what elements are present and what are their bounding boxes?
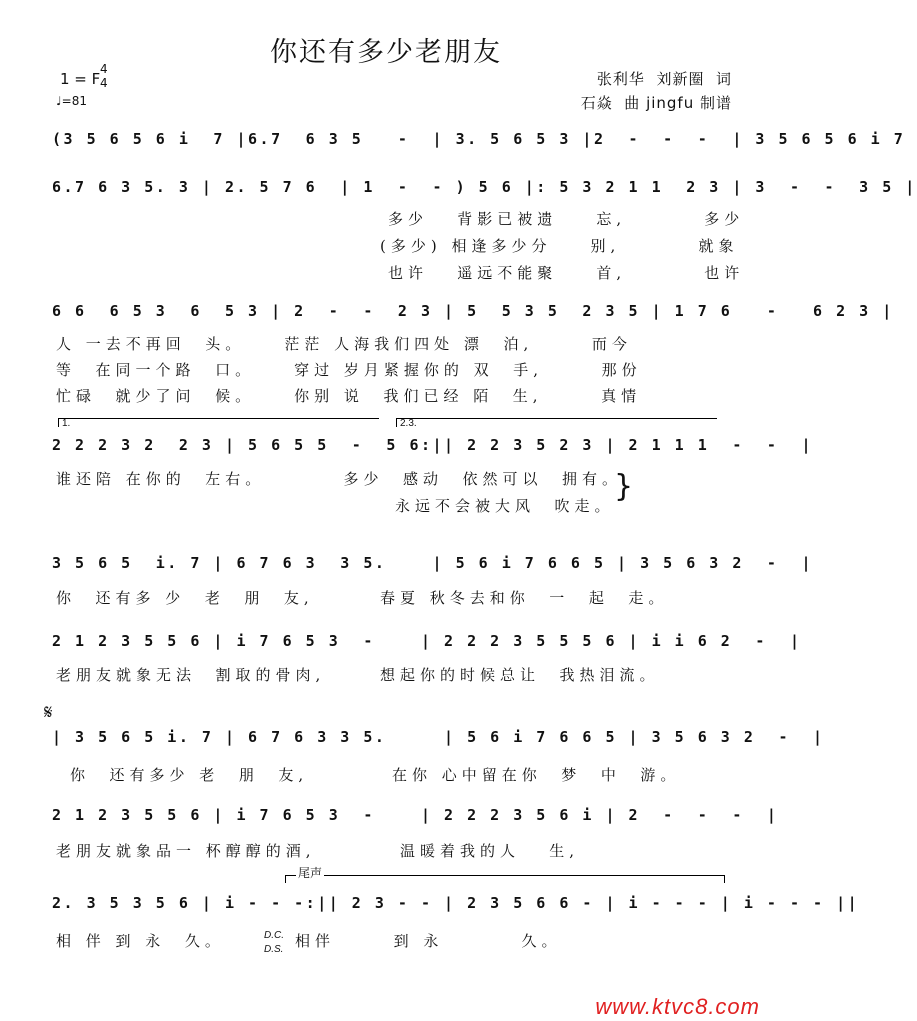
notation-row-8: 2 1 2 3 5 5 6 | i 7 6 5 3 - | 2 2 2 3 5 6 i | 2 - - - | bbox=[52, 806, 779, 824]
ds-marking: D.S. bbox=[264, 944, 284, 955]
coda-line bbox=[285, 875, 725, 876]
notation-row-3: 6 6 6 5 3 6 5 3 | 2 - - 2 3 | 5 5 3 5 2 3 5 | 1 7 6 - 6 2 3 | bbox=[52, 302, 894, 320]
lyric-row-3b: 等 在同一个路 口。 穿过 岁月紧握你的 双 手, 那份 bbox=[56, 361, 642, 379]
lyric-row-7-right: 在你 心中留在你 梦 中 游。 bbox=[392, 766, 681, 784]
lyric-row-2c: 也许 遥远不能聚 首, 也许 bbox=[388, 264, 745, 282]
second-ending-bracket bbox=[396, 418, 717, 427]
first-ending-label: 1. bbox=[62, 418, 71, 429]
lyric-row-5: 你 还有多 少 老 朋 友, bbox=[56, 589, 314, 607]
verse-brace: } bbox=[614, 469, 634, 504]
notation-row-2: 6.7 6 3 5. 3 | 2. 5 7 6 | 1 - - ) 5 6 |: 5 3 2 1 1 2 3 | 3 - - 3 5 | bbox=[52, 178, 917, 196]
notation-row-9: 2. 3 5 3 5 6 | i - - -:|| 2 3 - - | 2 3 5 6 6 - | i - - - | i - - - || bbox=[52, 894, 860, 912]
dc-marking: D.C. bbox=[264, 930, 284, 941]
key-signature: 1 = F bbox=[60, 70, 101, 88]
lyric-row-5-right: 春夏 秋冬去和你 一 起 走。 bbox=[380, 589, 669, 607]
time-sig-top: 4 bbox=[100, 62, 108, 76]
tempo-marking: ♩=81 bbox=[56, 94, 87, 108]
lyric-row-8: 老朋友就象品一 杯醇醇的酒, bbox=[56, 842, 316, 860]
lyric-row-9: 相 伴 到 永 久。 bbox=[56, 932, 225, 950]
lyric-row-7: 你 还有多少 老 朋 友, bbox=[70, 766, 309, 784]
coda-label: 尾声 bbox=[298, 866, 323, 880]
lyric-row-3a: 人 一去不再回 头。 茫茫 人海我们四处 漂 泊, 而今 bbox=[56, 335, 632, 353]
time-signature bbox=[100, 62, 108, 90]
time-sig-bottom: 4 bbox=[100, 76, 108, 90]
site-watermark: www.ktvc8.com bbox=[595, 994, 760, 1019]
lyric-row-4b: 永远不会被大风 吹走。 bbox=[395, 497, 615, 515]
notation-row-1: (3 5 6 5 6 i 7 |6.7 6 3 5 - | 3. 5 6 5 3 |2 - - - | 3 5 6 5 6 i 7 bbox=[52, 130, 906, 148]
lyric-row-8-right: 温暖着我的人 生, bbox=[400, 842, 580, 860]
composer-credit: 石焱 曲 jingfu 制谱 bbox=[580, 94, 732, 112]
lyricist-credit: 张利华 刘新圈 词 bbox=[596, 70, 732, 88]
song-title: 你还有多少老朋友 bbox=[270, 37, 502, 68]
first-ending-bracket bbox=[58, 418, 379, 427]
segno-sign: 𝄋 bbox=[44, 700, 53, 724]
lyric-row-2a: 多少 背影已被遗 忘, 多少 bbox=[388, 210, 745, 228]
lyric-row-2b: (多少) 相逢多少分 别, 就象 bbox=[380, 237, 739, 255]
notation-row-5: 3 5 6 5 i. 7 | 6 7 6 3 3 5. | 5 6 i 7 6 6 5 | 3 5 6 3 2 - | bbox=[52, 554, 814, 572]
second-ending-label: 2.3. bbox=[400, 418, 417, 429]
lyric-row-6: 老朋友就象无法 割取的骨肉, bbox=[56, 666, 326, 684]
lyric-row-3c: 忙碌 就少了问 候。 你别 说 我们已经 陌 生, 真情 bbox=[56, 387, 642, 405]
notation-row-4: 2 2 2 3 2 2 3 | 5 6 5 5 - 5 6:|| 2 2 3 5 2 3 | 2 1 1 1 - - | bbox=[52, 436, 814, 454]
lyric-row-6-right: 想起你的时候总让 我热泪流。 bbox=[380, 666, 660, 684]
notation-row-6: 2 1 2 3 5 5 6 | i 7 6 5 3 - | 2 2 2 3 5 5 5 6 | i i 6 2 - | bbox=[52, 632, 802, 650]
lyric-row-9-right: 相伴 到 永 久。 bbox=[295, 932, 562, 950]
notation-row-7: | 3 5 6 5 i. 7 | 6 7 6 3 3 5. | 5 6 i 7 6 6 5 | 3 5 6 3 2 - | bbox=[52, 728, 825, 746]
coda-line-right-tick bbox=[724, 875, 725, 883]
lyric-row-4a: 谁还陪 在你的 左右。 多少 感动 依然可以 拥有。 bbox=[56, 470, 623, 488]
coda-line-left-tick bbox=[285, 875, 286, 883]
